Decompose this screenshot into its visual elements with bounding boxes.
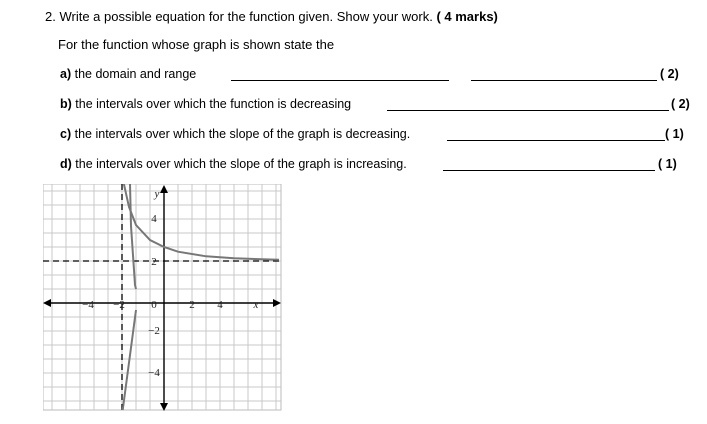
question-text: Write a possible equation for the function given. Show your work. [59, 9, 433, 24]
part-b [60, 97, 351, 111]
part-a [60, 67, 196, 81]
y-tick-neg4: −4 [148, 367, 160, 379]
y-tick-neg2: −2 [148, 325, 160, 337]
part-b-marks: ( 2) [671, 97, 690, 111]
question-marks: ( 4 marks) [436, 9, 498, 24]
part-d [60, 157, 407, 171]
part-c-text: the intervals over which the slope of the graph is decreasing. [74, 127, 411, 141]
question-number: 2. [45, 9, 56, 24]
part-a-marks: ( 2) [660, 67, 679, 81]
part-d-marks: ( 1) [658, 157, 677, 171]
y-tick-4: 4 [151, 213, 157, 225]
y-axis-label: y [154, 188, 160, 200]
answer-line-a-1[interactable] [231, 80, 449, 81]
graph-frame [43, 184, 281, 410]
part-a-text: the domain and range [74, 67, 197, 81]
x-axis-label: x [253, 299, 259, 311]
x-tick-0: 0 [151, 299, 157, 311]
x-tick-4: 4 [217, 299, 223, 311]
x-tick-2: 2 [189, 299, 195, 311]
part-d-letter: d) [60, 157, 72, 171]
part-b-letter: b) [60, 97, 72, 111]
function-graph [43, 184, 283, 412]
instruction-text: For the function whose graph is shown state the [58, 37, 335, 52]
part-c [60, 127, 410, 141]
x-tick-neg4: −4 [82, 299, 94, 311]
part-d-text: the intervals over which the slope of the graph is increasing. [75, 157, 407, 171]
y-tick-2: 2 [151, 256, 157, 268]
part-b-text: the intervals over which the function is decreasing [75, 97, 352, 111]
answer-line-a-2[interactable] [471, 80, 657, 81]
part-c-marks: ( 1) [665, 127, 684, 141]
x-tick-neg2: −2 [113, 299, 125, 311]
part-a-letter: a) [60, 67, 72, 81]
part-c-letter: c) [60, 127, 72, 141]
question-heading [45, 9, 498, 24]
answer-line-d[interactable] [443, 170, 655, 171]
answer-line-c[interactable] [447, 140, 665, 141]
answer-line-b[interactable] [387, 110, 669, 111]
